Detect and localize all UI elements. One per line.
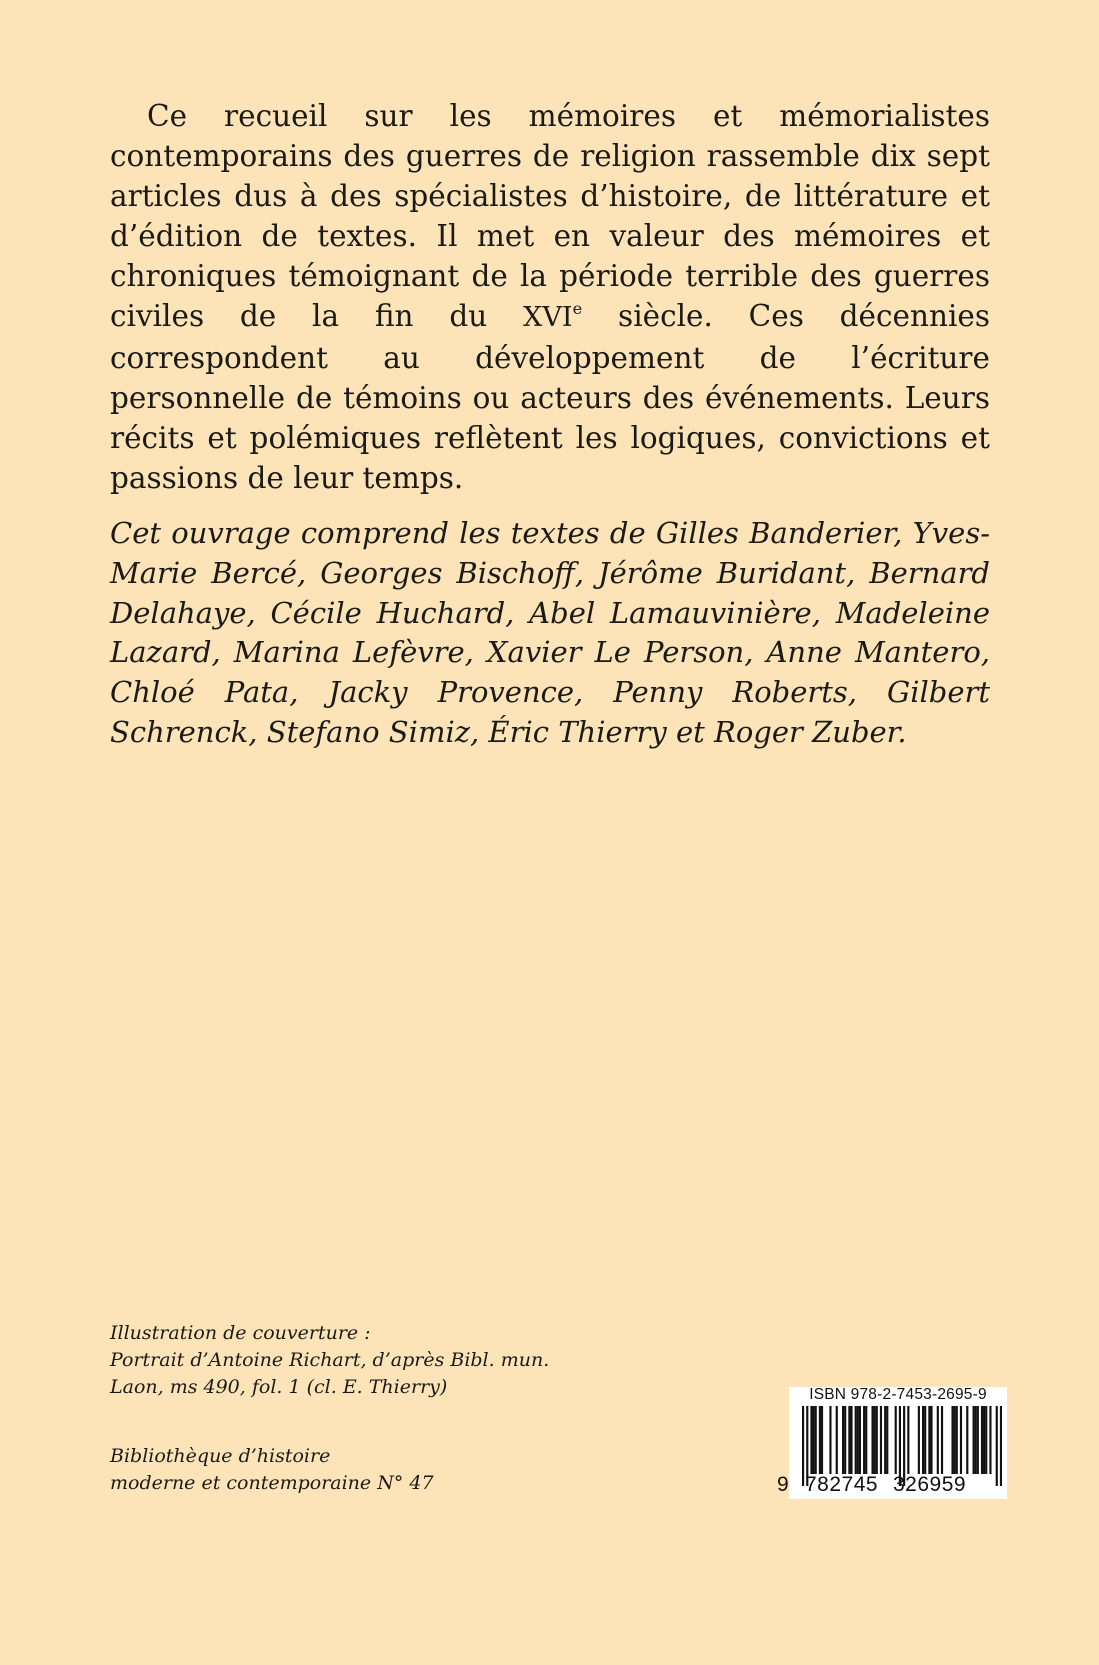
barcode-bar bbox=[844, 1406, 846, 1474]
barcode-bar bbox=[973, 1406, 975, 1474]
barcode-bar bbox=[829, 1406, 831, 1474]
barcode-bar bbox=[975, 1406, 977, 1474]
collection-line-1: Bibliothèque d’histoire bbox=[110, 1445, 331, 1467]
barcode-bar bbox=[813, 1406, 815, 1474]
barcode-bar bbox=[871, 1406, 873, 1474]
barcode-bar bbox=[954, 1406, 956, 1474]
barcode-bar bbox=[930, 1406, 932, 1474]
barcode-bar bbox=[815, 1406, 817, 1474]
barcode-bar bbox=[848, 1406, 850, 1474]
summary-text-part2: siècle. Ces décennies correspondent au développement de l’écriture personnelle de témoins ou acteurs des événements. Leurs récits et polémiques reflètent les logiques, convictions et passions de leur temps. bbox=[110, 299, 990, 495]
barcode-bar bbox=[810, 1406, 812, 1474]
barcode-bar bbox=[863, 1406, 865, 1474]
century-numeral: XVI bbox=[523, 302, 573, 333]
credit-line-2: Portrait d’Antoine Richart, d’après Bibl. mun. bbox=[110, 1349, 550, 1371]
barcode-bar bbox=[855, 1406, 857, 1474]
barcode-bar bbox=[960, 1406, 962, 1474]
barcode-bar bbox=[977, 1406, 979, 1474]
barcode-bar bbox=[874, 1406, 876, 1474]
barcode-bar bbox=[876, 1406, 878, 1474]
barcode-bar bbox=[951, 1406, 953, 1474]
barcode-bar bbox=[924, 1406, 926, 1474]
barcode-bar bbox=[996, 1406, 998, 1486]
barcode-bar bbox=[937, 1406, 939, 1474]
barcode-bar bbox=[922, 1406, 924, 1474]
barcode-bar bbox=[850, 1406, 852, 1474]
contributors-list: Cet ouvrage comprend les textes de Gilles Banderier, Yves-Marie Bercé, Georges Bischoff, Jérôme Buridant, Bernard Delahaye, Cécile Huchard, Abel Lamauvinière, Madeleine Lazard, Marina Lefèvre, Xavier Le Person, Anne Mantero, Chloé Pata, Jacky Provence, Penny Roberts, Gilbert Schrenck, Stefano Simiz, Éric Thierry et Roger Zuber. bbox=[110, 516, 990, 749]
barcode-bar bbox=[821, 1406, 823, 1474]
cover-illustration-credit bbox=[110, 1320, 610, 1401]
barcode-bar bbox=[918, 1406, 920, 1474]
barcode-bar bbox=[941, 1406, 943, 1474]
ean-first-digit: 9 bbox=[777, 1473, 789, 1496]
barcode-bar bbox=[886, 1406, 888, 1474]
summary-text-part1: Ce recueil sur les mémoires et mémorialistes contemporains des guerres de religion rassemble dix sept articles dus à des spécialistes d’histoire, de littérature et d’édition de textes. Il met en valeur des mémoires et chroniques témoignant de la période terrible des guerres civiles de la fin du bbox=[110, 99, 990, 333]
collection-series bbox=[110, 1443, 610, 1497]
barcode-bar bbox=[985, 1406, 987, 1474]
barcode-bar bbox=[1000, 1406, 1002, 1486]
barcode-bar bbox=[895, 1406, 897, 1474]
barcode-bar bbox=[928, 1406, 930, 1474]
collection-line-2: moderne et contemporaine N° 47 bbox=[110, 1472, 434, 1494]
barcode-bar bbox=[989, 1406, 991, 1474]
credit-line-3: Laon, ms 490, fol. 1 (cl. E. Thierry) bbox=[110, 1376, 448, 1398]
century-superscript: e bbox=[572, 298, 583, 318]
barcode-bar bbox=[865, 1406, 867, 1474]
barcode-bar bbox=[981, 1406, 983, 1474]
barcode-bar bbox=[966, 1406, 968, 1474]
barcode-bar bbox=[859, 1406, 861, 1474]
barcode-bar bbox=[983, 1406, 985, 1474]
barcode-bar bbox=[907, 1406, 909, 1474]
credit-line-1: Illustration de couverture : bbox=[110, 1322, 371, 1344]
ean-left-group: 782745 bbox=[805, 1473, 879, 1496]
barcode-bar bbox=[836, 1406, 838, 1474]
isbn-label: ISBN 978-2-7453-2695-9 bbox=[809, 1386, 987, 1403]
barcode-bar bbox=[819, 1406, 821, 1474]
barcode-bar bbox=[857, 1406, 859, 1474]
back-cover-summary bbox=[110, 96, 990, 498]
barcode-bar bbox=[842, 1406, 844, 1474]
barcode-bar bbox=[884, 1406, 886, 1474]
barcode-bar bbox=[956, 1406, 958, 1474]
barcode-bar bbox=[802, 1406, 804, 1486]
barcode-bar bbox=[880, 1406, 882, 1474]
ean-right-group: 326959 bbox=[893, 1473, 967, 1496]
